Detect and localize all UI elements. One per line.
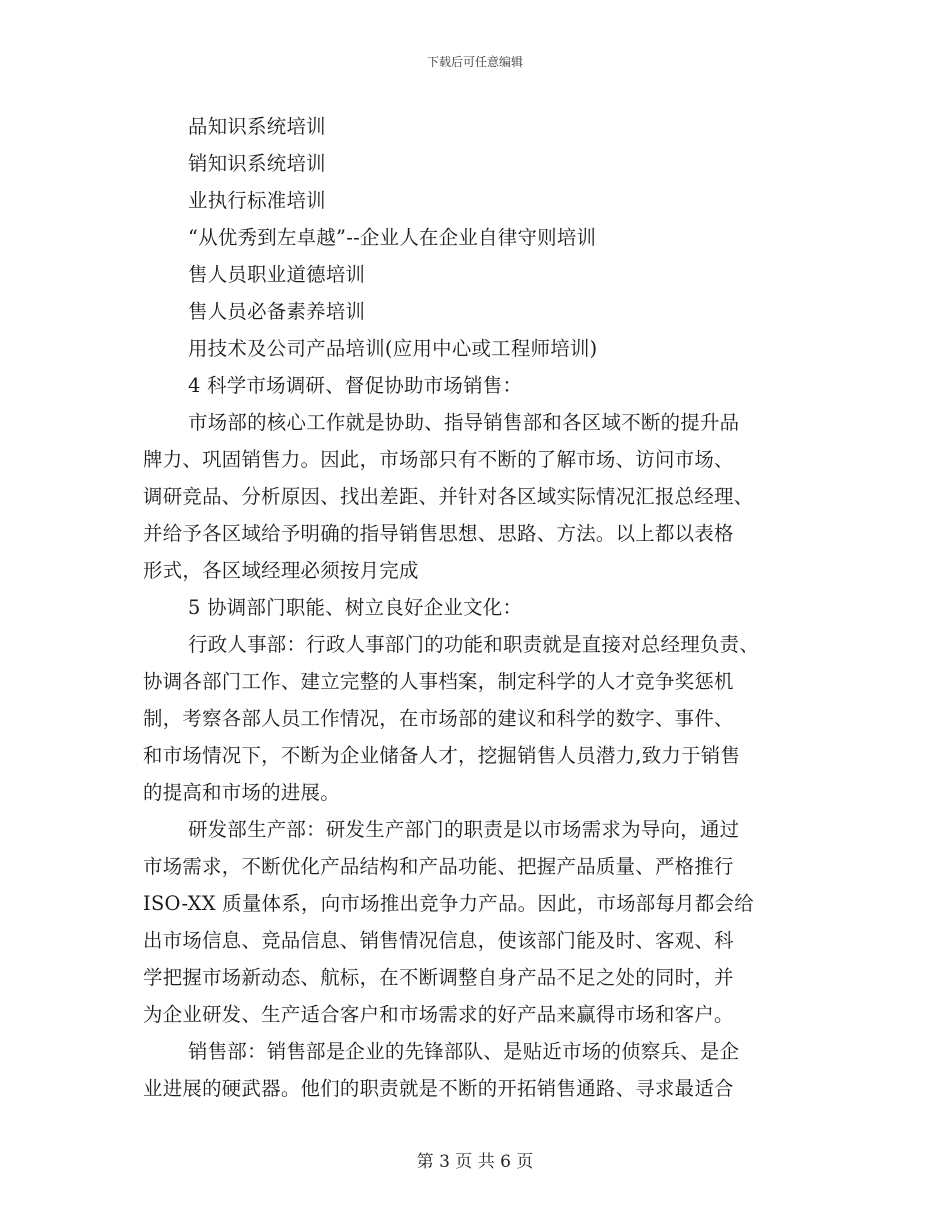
text-line: 调研竞品、分析原因、找出差距、并针对各区域实际情况汇报总经理、 [143,485,754,508]
text-line: 行政人事部：行政人事部门的功能和职责就是直接对总经理负责、 [188,633,760,656]
text-line: 牌力、巩固销售力。因此，市场部只有不断的了解市场、访问市场、 [143,448,734,471]
text-line: 市场部的核心工作就是协助、指导销售部和各区域不断的提升品 [188,411,740,434]
page-header: 下载后可任意编辑 [426,55,523,69]
text-line: 为企业研发、生产适合客户和市场需求的好产品来赢得市场和客户。 [143,1003,734,1026]
page-number-footer: 第 3 页 共 6 页 [416,1152,534,1172]
text-line: 市场需求，不断优化产品结构和产品功能、把握产品质量、严格推行 [143,855,734,878]
text-line: 销售部：销售部是企业的先锋部队、是贴近市场的侦察兵、是企 [188,1040,740,1063]
text-line: 研发部生产部：研发生产部门的职责是以市场需求为导向，通过 [188,818,740,841]
section-heading: 4 科学市场调研、督促协助市场销售： [188,374,523,397]
text-line: ISO-XX 质量体系，向市场推出竞争力产品。因此，市场部每月都会给 [143,892,754,915]
text-line: 学把握市场新动态、航标，在不断调整自身产品不足之处的同时，并 [143,966,734,989]
text-line: 形式，各区域经理必须按月完成 [143,559,419,582]
text-line: 协调各部门工作、建立完整的人事档案，制定科学的人才竞争奖惩机 [143,670,734,693]
text-line: 业进展的硬武器。他们的职责就是不断的开拓销售通路、寻求最适合 [143,1077,734,1100]
text-line: 售人员职业道德培训 [188,263,366,286]
text-line: “从优秀到左卓越”--企业人在企业自律守则培训 [188,226,597,249]
text-line: 售人员必备素养培训 [188,300,366,323]
section-heading: 5 协调部门职能、树立良好企业文化： [188,596,523,619]
document-body [143,108,811,1107]
text-line: 销知识系统培训 [188,152,326,175]
text-line: 制，考察各部人员工作情况，在市场部的建议和科学的数字、事件、 [143,707,734,730]
text-line: 品知识系统培训 [188,115,326,138]
text-line: 并给予各区域给予明确的指导销售思想、思路、方法。以上都以表格 [143,522,734,545]
text-line: 和市场情况下，不断为企业储备人才，挖掘销售人员潜力,致力于销售 [143,744,741,767]
text-line: 出市场信息、竞品信息、销售情况信息，使该部门能及时、客观、科 [143,929,734,952]
text-line: 用技术及公司产品培训(应用中心或工程师培训) [188,337,598,360]
text-line: 的提高和市场的进展。 [143,781,340,804]
text-line: 业执行标准培训 [188,189,326,212]
